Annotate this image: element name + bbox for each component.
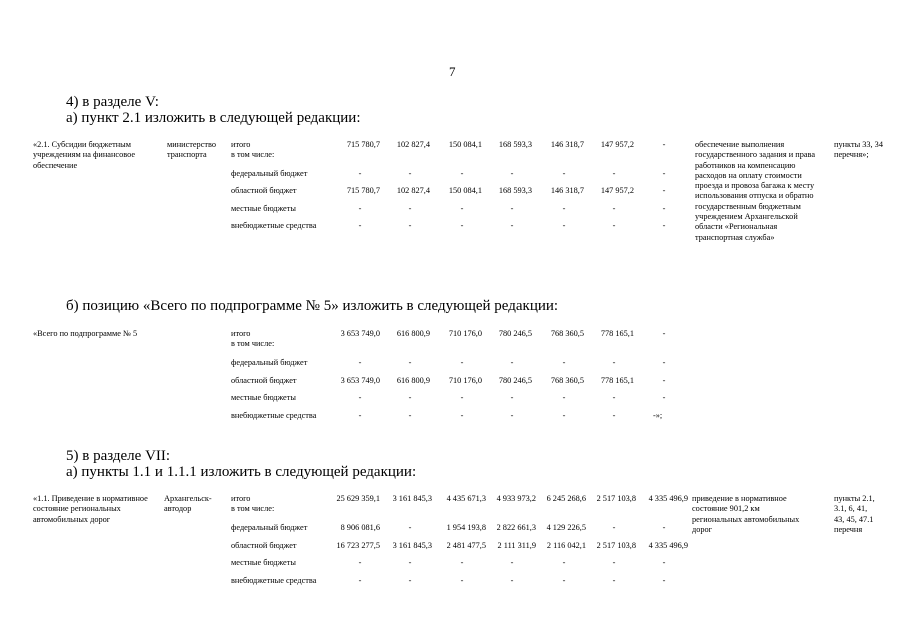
table-cell-ref: пункты 33, 34 перечня»; [834, 140, 883, 160]
cell-value: - [562, 558, 566, 567]
cell-value: - [408, 558, 412, 567]
row-label: внебюджетные средства [231, 576, 317, 585]
cell-value: - [662, 576, 666, 585]
cell-value: 147 957,2 [600, 140, 634, 149]
cell-value: 768 360,5 [550, 329, 584, 338]
row-label: внебюджетные средства [231, 221, 317, 230]
cell-value: 2 517 103,8 [596, 494, 636, 503]
section-subheading: а) пункты 1.1 и 1.1.1 изложить в следующей редакции: [66, 464, 417, 480]
cell-value: - [662, 358, 666, 367]
cell-value: - [510, 411, 514, 420]
cell-value: - [562, 221, 566, 230]
cell-value: 2 116 042,1 [546, 541, 586, 550]
cell-value: - [662, 393, 666, 402]
row-label: местные бюджеты [231, 558, 296, 567]
cell-value: 4 129 226,5 [546, 523, 586, 532]
cell-value: - [562, 393, 566, 402]
cell-value: - [662, 169, 666, 178]
cell-value: 710 176,0 [448, 376, 482, 385]
cell-value: 25 629 359,1 [336, 494, 380, 503]
table-cell-result: обеспечение выполнения государственного задания и права работников на компенсацию расходов на оплату стоимости проезда и провоза багажа к месту использования отпуска и обратно государственным бюджетным учреждением Архангельской области «Региональная транспортная служба» [695, 140, 816, 242]
row-label: итого в том числе: [231, 329, 275, 349]
cell-value: - [358, 221, 362, 230]
row-label: итого в том числе: [231, 494, 275, 514]
cell-value: 715 780,7 [346, 186, 380, 195]
cell-value: 768 360,5 [550, 376, 584, 385]
cell-value: - [408, 393, 412, 402]
cell-value: 168 593,3 [498, 140, 532, 149]
cell-value: - [562, 576, 566, 585]
cell-value: 2 517 103,8 [596, 541, 636, 550]
table-cell-result: приведение в нормативное состояние 901,2 км региональных автомобильных дорог [692, 494, 800, 534]
cell-value: - [612, 204, 616, 213]
cell-value: 4 933 973,2 [496, 494, 536, 503]
cell-value: -»; [653, 411, 663, 420]
cell-value: 3 653 749,0 [340, 376, 380, 385]
cell-value: 147 957,2 [600, 186, 634, 195]
row-label: местные бюджеты [231, 393, 296, 402]
cell-value: - [510, 558, 514, 567]
cell-value: - [358, 576, 362, 585]
cell-value: - [562, 169, 566, 178]
cell-value: - [612, 558, 616, 567]
cell-value: - [510, 576, 514, 585]
page-number: 7 [449, 64, 456, 79]
cell-value: - [408, 358, 412, 367]
row-label: федеральный бюджет [231, 523, 308, 532]
cell-value: - [408, 204, 412, 213]
cell-value: - [460, 393, 464, 402]
section-subheading: а) пункт 2.1 изложить в следующей редакции: [66, 110, 361, 126]
table-cell-ref: пункты 2.1, 3.1, 6, 41, 43, 45, 47.1 перечня [834, 494, 875, 534]
cell-value: - [510, 204, 514, 213]
cell-value: 778 165,1 [600, 329, 634, 338]
table-cell-executor: министерство транспорта [167, 140, 217, 160]
cell-value: 4 435 671,3 [446, 494, 486, 503]
cell-value: 102 827,4 [396, 186, 430, 195]
row-label: местные бюджеты [231, 204, 296, 213]
cell-value: - [662, 204, 666, 213]
cell-value: - [662, 329, 666, 338]
cell-value: - [612, 576, 616, 585]
cell-value: - [408, 169, 412, 178]
cell-value: - [612, 221, 616, 230]
cell-value: - [612, 358, 616, 367]
cell-value: 16 723 277,5 [336, 541, 380, 550]
cell-value: - [510, 169, 514, 178]
cell-value: - [662, 221, 666, 230]
cell-value: 102 827,4 [396, 140, 430, 149]
cell-value: - [612, 411, 616, 420]
cell-value: 2 481 477,5 [446, 541, 486, 550]
cell-value: 710 176,0 [448, 329, 482, 338]
cell-value: - [358, 393, 362, 402]
cell-value: - [408, 221, 412, 230]
cell-value: 715 780,7 [346, 140, 380, 149]
cell-value: - [358, 169, 362, 178]
cell-value: 146 318,7 [550, 186, 584, 195]
cell-value: - [460, 411, 464, 420]
cell-value: - [358, 411, 362, 420]
cell-value: - [562, 204, 566, 213]
row-label: областной бюджет [231, 186, 297, 195]
cell-value: - [358, 204, 362, 213]
cell-value: 3 161 845,3 [392, 541, 432, 550]
section-heading: 4) в разделе V: [66, 94, 159, 110]
cell-value: - [408, 576, 412, 585]
cell-value: 3 161 845,3 [392, 494, 432, 503]
cell-value: - [460, 558, 464, 567]
cell-value: 3 653 749,0 [340, 329, 380, 338]
cell-value: - [460, 221, 464, 230]
cell-value: 2 111 311,9 [497, 541, 536, 550]
cell-value: 780 246,5 [498, 376, 532, 385]
cell-value: - [510, 358, 514, 367]
table-cell-executor: Архангельск-автодор [164, 494, 212, 514]
cell-value: - [408, 523, 412, 532]
row-label: областной бюджет [231, 541, 297, 550]
cell-value: 4 335 496,9 [648, 494, 688, 503]
cell-value: 168 593,3 [498, 186, 532, 195]
cell-value: 778 165,1 [600, 376, 634, 385]
row-label: внебюджетные средства [231, 411, 317, 420]
cell-value: - [662, 186, 666, 195]
cell-value: 616 800,9 [396, 329, 430, 338]
cell-value: - [562, 411, 566, 420]
table-cell-name: «2.1. Субсидии бюджетным учреждениям на финансовое обеспечение [33, 140, 136, 170]
cell-value: - [358, 358, 362, 367]
cell-value: - [662, 558, 666, 567]
cell-value: - [662, 376, 666, 385]
cell-value: - [662, 523, 666, 532]
row-label: областной бюджет [231, 376, 297, 385]
cell-value: 616 800,9 [396, 376, 430, 385]
cell-value: - [612, 393, 616, 402]
cell-value: - [460, 358, 464, 367]
cell-value: 4 335 496,9 [648, 541, 688, 550]
row-label: федеральный бюджет [231, 169, 308, 178]
table-cell-name: «1.1. Приведение в нормативное состояние региональных автомобильных дорог [33, 494, 148, 524]
cell-value: - [510, 221, 514, 230]
cell-value: - [460, 204, 464, 213]
section-heading: 5) в разделе VII: [66, 448, 171, 464]
cell-value: 1 954 193,8 [446, 523, 486, 532]
cell-value: 6 245 268,6 [546, 494, 586, 503]
cell-value: - [408, 411, 412, 420]
cell-value: 8 906 081,6 [340, 523, 380, 532]
row-label: федеральный бюджет [231, 358, 308, 367]
table-cell-name: «Всего по подпрограмме № 5 [33, 329, 138, 338]
cell-value: 150 084,1 [448, 186, 482, 195]
cell-value: - [612, 169, 616, 178]
cell-value: - [662, 140, 666, 149]
row-label: итого в том числе: [231, 140, 275, 160]
cell-value: 2 822 661,3 [496, 523, 536, 532]
cell-value: - [358, 558, 362, 567]
cell-value: 780 246,5 [498, 329, 532, 338]
cell-value: - [510, 393, 514, 402]
cell-value: 150 084,1 [448, 140, 482, 149]
section-subheading: б) позицию «Всего по подпрограмме № 5» изложить в следующей редакции: [66, 298, 559, 314]
cell-value: - [460, 169, 464, 178]
cell-value: - [460, 576, 464, 585]
cell-value: 146 318,7 [550, 140, 584, 149]
cell-value: - [562, 358, 566, 367]
cell-value: - [612, 523, 616, 532]
